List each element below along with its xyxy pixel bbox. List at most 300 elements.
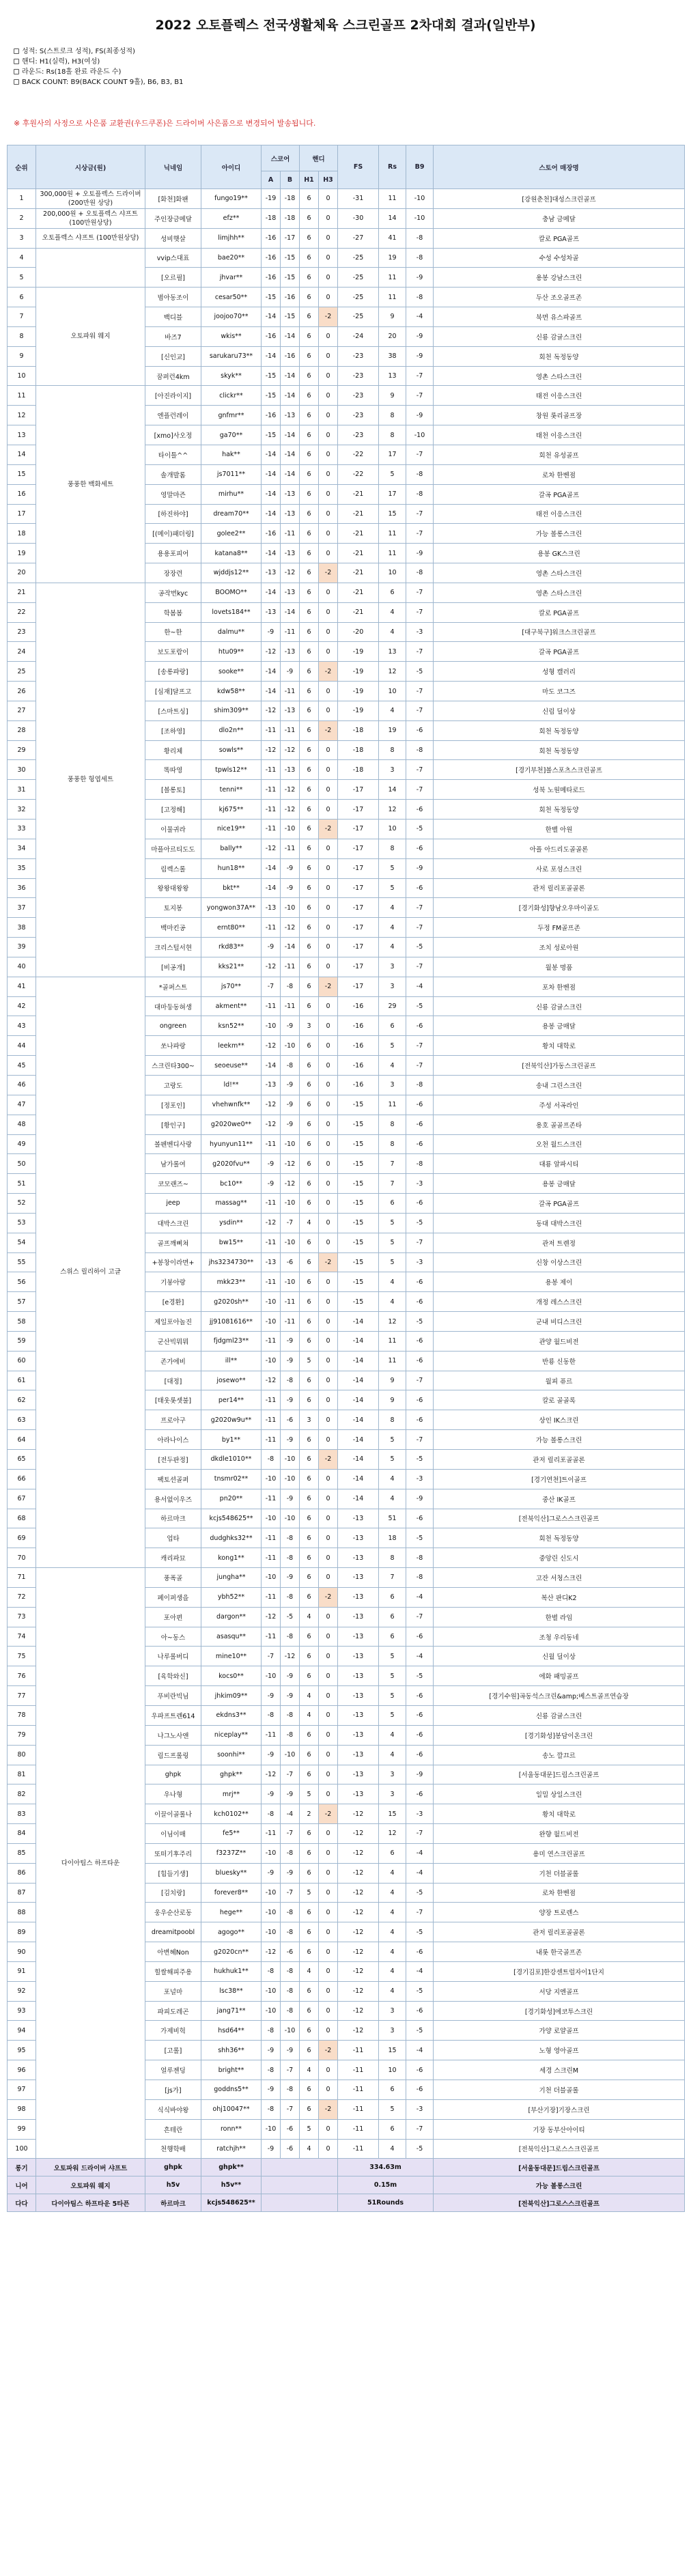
id-cell: kj675** <box>201 800 262 820</box>
store-cell: 조청 우리동네 <box>434 1627 685 1647</box>
h3-cell: 0 <box>319 957 338 977</box>
rank-cell: 81 <box>8 1765 36 1784</box>
rs-cell: 3 <box>379 1765 406 1784</box>
nick-cell: 쏘나파랑 <box>145 1036 201 1056</box>
rank-cell: 34 <box>8 839 36 858</box>
rank-cell: 20 <box>8 563 36 583</box>
a-cell: -9 <box>262 1686 281 1706</box>
nick-cell: 대마둥동혀생 <box>145 996 201 1016</box>
b9-cell: -7 <box>406 1036 434 1056</box>
note-line: 성적: S(스트로크 성적), FS(최종성적) <box>14 46 691 57</box>
h1-cell: 6 <box>300 1115 319 1134</box>
a-cell: -10 <box>262 1292 281 1312</box>
b-cell: -13 <box>281 583 300 602</box>
b-cell: -9 <box>281 1430 300 1450</box>
b-cell: -14 <box>281 602 300 622</box>
b-cell: -10 <box>281 1469 300 1489</box>
b-cell: -14 <box>281 464 300 484</box>
nick-cell: 바즈7 <box>145 326 201 346</box>
store-cell: 신룡 감귤스크린 <box>434 996 685 1016</box>
b9-cell: -6 <box>406 878 434 898</box>
h1-cell: 6 <box>300 288 319 307</box>
a-cell: -11 <box>262 1627 281 1647</box>
fs-cell: -12 <box>338 1903 379 1922</box>
a-cell: -11 <box>262 760 281 780</box>
id-cell: goddns5** <box>201 2080 262 2100</box>
nick-cell: 공작번kyc <box>145 583 201 602</box>
nick-cell: 아~동스 <box>145 1627 201 1647</box>
rank-cell: 5 <box>8 268 36 288</box>
rs-cell: 3 <box>379 1784 406 1804</box>
h1-cell: 6 <box>300 1154 319 1174</box>
id-cell: dudghks32** <box>201 1528 262 1548</box>
fs-cell: -21 <box>338 602 379 622</box>
rs-cell: 5 <box>379 1252 406 1272</box>
h1-cell: 6 <box>300 1056 319 1076</box>
h3-cell: 0 <box>319 1745 338 1765</box>
h3-cell: 0 <box>319 1568 338 1588</box>
store-cell: 완향 월드비전 <box>434 1824 685 1844</box>
rank-cell: 4 <box>8 248 36 268</box>
b-cell: -12 <box>281 918 300 938</box>
h1-cell: 6 <box>300 1863 319 1883</box>
h3-cell: 0 <box>319 288 338 307</box>
a-cell: -10 <box>262 2001 281 2021</box>
b9-cell: -6 <box>406 1194 434 1214</box>
fs-cell: -17 <box>338 957 379 977</box>
b9-cell: -7 <box>406 524 434 544</box>
b9-cell: -7 <box>406 1233 434 1252</box>
a-cell: -11 <box>262 1489 281 1509</box>
store-cell: [경기김포]한강센트럴자이1단지 <box>434 1961 685 1981</box>
rank-cell: 89 <box>8 1922 36 1942</box>
b-cell: -6 <box>281 1942 300 1962</box>
b9-cell: -4 <box>406 1587 434 1607</box>
store-cell: 조치 성로아원 <box>434 938 685 957</box>
b-cell: -8 <box>281 1843 300 1863</box>
store-cell: 용미 연스크린골프 <box>434 1843 685 1863</box>
b9-cell: -9 <box>406 268 434 288</box>
header-a: A <box>262 171 281 189</box>
h1-cell: 6 <box>300 800 319 820</box>
a-cell: -10 <box>262 1312 281 1332</box>
award-type-cell: 롱기 <box>8 2159 36 2176</box>
b9-cell: -7 <box>406 2119 434 2139</box>
award-row <box>8 2159 685 2176</box>
id-cell: josewo** <box>201 1371 262 1390</box>
id-cell: dlo2n** <box>201 720 262 740</box>
b-cell: -13 <box>281 484 300 504</box>
rank-cell: 11 <box>8 386 36 406</box>
id-cell: BOOMO** <box>201 583 262 602</box>
h3-cell: 0 <box>319 2139 338 2159</box>
id-cell: f3237Z** <box>201 1843 262 1863</box>
id-cell: bally** <box>201 839 262 858</box>
b9-cell: -7 <box>406 366 434 386</box>
a-cell: -10 <box>262 1016 281 1036</box>
a-cell: -9 <box>262 1174 281 1194</box>
b9-cell: -8 <box>406 484 434 504</box>
h1-cell: 6 <box>300 386 319 406</box>
b-cell: -11 <box>281 622 300 642</box>
fs-cell: -11 <box>338 2041 379 2060</box>
award-type-cell: 니어 <box>8 2176 36 2194</box>
id-cell: mirhu** <box>201 484 262 504</box>
rs-cell: 8 <box>379 839 406 858</box>
rank-cell: 63 <box>8 1410 36 1430</box>
nick-cell: [대정] <box>145 1371 201 1390</box>
rs-cell: 6 <box>379 2080 406 2100</box>
id-cell: nice19** <box>201 820 262 839</box>
b9-cell: -10 <box>406 208 434 228</box>
rank-cell: 31 <box>8 780 36 800</box>
b-cell: -6 <box>281 2139 300 2159</box>
id-cell: akment** <box>201 996 262 1016</box>
fs-cell: -12 <box>338 1804 379 1824</box>
nick-cell: 토지봉 <box>145 898 201 918</box>
rs-cell: 5 <box>379 878 406 898</box>
fs-cell: -11 <box>338 2099 379 2119</box>
b-cell: -9 <box>281 662 300 682</box>
id-cell: wkis** <box>201 326 262 346</box>
nick-cell: dreamitpoobl <box>145 1922 201 1942</box>
id-cell: js70** <box>201 977 262 996</box>
h1-cell: 6 <box>300 1194 319 1214</box>
b-cell: -8 <box>281 977 300 996</box>
b9-cell: -6 <box>406 1686 434 1706</box>
h1-cell: 6 <box>300 1568 319 1588</box>
rs-cell: 5 <box>379 1705 406 1725</box>
id-cell: massag** <box>201 1194 262 1214</box>
h3-cell: -2 <box>319 1587 338 1607</box>
b9-cell: -6 <box>406 839 434 858</box>
rank-cell: 33 <box>8 820 36 839</box>
a-cell: -12 <box>262 1115 281 1134</box>
h1-cell: 6 <box>300 1390 319 1410</box>
h3-cell: 0 <box>319 1922 338 1942</box>
b-cell: -12 <box>281 740 300 760</box>
a-cell: -11 <box>262 1430 281 1450</box>
rank-cell: 21 <box>8 583 36 602</box>
rank-cell: 41 <box>8 977 36 996</box>
h1-cell: 4 <box>300 1705 319 1725</box>
h3-cell: 0 <box>319 1942 338 1962</box>
h3-cell: 0 <box>319 2060 338 2080</box>
b9-cell: -6 <box>406 1725 434 1745</box>
fs-cell: -31 <box>338 189 379 209</box>
fs-cell: -30 <box>338 208 379 228</box>
b-cell: -6 <box>281 1252 300 1272</box>
b-cell: -11 <box>281 720 300 740</box>
a-cell: -12 <box>262 1213 281 1233</box>
id-cell: dalmu** <box>201 622 262 642</box>
rs-cell: 4 <box>379 1942 406 1962</box>
rs-cell: 5 <box>379 1036 406 1056</box>
nick-cell: [전두판정] <box>145 1450 201 1470</box>
store-cell: 신룡 감귤스크린 <box>434 1705 685 1725</box>
store-cell: 주성 서곡라인 <box>434 1095 685 1115</box>
h1-cell: 6 <box>300 445 319 464</box>
rs-cell: 18 <box>379 1528 406 1548</box>
id-cell: g2020w9u** <box>201 1410 262 1430</box>
rank-cell: 60 <box>8 1351 36 1371</box>
rs-cell: 6 <box>379 1843 406 1863</box>
store-cell: 갈곡 PGA골프 <box>434 484 685 504</box>
a-cell: -10 <box>262 1568 281 1588</box>
b9-cell: -6 <box>406 1331 434 1351</box>
store-cell: [전북익산]그로스스크린골프 <box>434 2194 685 2212</box>
h1-cell: 6 <box>300 248 319 268</box>
rs-cell: 6 <box>379 1627 406 1647</box>
h3-cell: 0 <box>319 2119 338 2139</box>
b9-cell: -6 <box>406 1784 434 1804</box>
b-cell: -17 <box>281 228 300 248</box>
header-b: B <box>281 171 300 189</box>
header-score: 스코어 <box>262 145 300 171</box>
a-cell: -10 <box>262 1843 281 1863</box>
fs-cell: -17 <box>338 878 379 898</box>
store-cell: [경기부천]볼스포츠스크린골프 <box>434 760 685 780</box>
store-cell: 회천 독정동양 <box>434 1528 685 1548</box>
id-cell: ronn** <box>201 2119 262 2139</box>
store-cell: 기천 더블골롤 <box>434 2080 685 2100</box>
h1-cell: 6 <box>300 346 319 366</box>
nick-cell: 하르마크 <box>145 1509 201 1528</box>
rank-cell: 23 <box>8 622 36 642</box>
b-cell: -9 <box>281 1784 300 1804</box>
store-cell: [부산기장]기장스크린 <box>434 2099 685 2119</box>
id-cell: jang71** <box>201 2001 262 2021</box>
store-cell: 회천 독정동양 <box>434 346 685 366</box>
rs-cell: 11 <box>379 544 406 563</box>
b-cell: -9 <box>281 1686 300 1706</box>
id-cell: hukhuk1** <box>201 1961 262 1981</box>
id-cell: ld!** <box>201 1075 262 1095</box>
rank-cell: 25 <box>8 662 36 682</box>
nick-cell: [xmo]사오정 <box>145 425 201 445</box>
b9-cell: -6 <box>406 1705 434 1725</box>
rs-cell: 13 <box>379 642 406 662</box>
rs-cell: 17 <box>379 445 406 464</box>
id-cell: bae20** <box>201 248 262 268</box>
h1-cell: 6 <box>300 1331 319 1351</box>
b9-cell: -4 <box>406 2041 434 2060</box>
fs-cell: -23 <box>338 386 379 406</box>
b9-cell: -6 <box>406 720 434 740</box>
h3-cell: 0 <box>319 1489 338 1509</box>
h3-cell: 0 <box>319 504 338 524</box>
nick-cell: 나그노사앤 <box>145 1725 201 1745</box>
rs-cell: 41 <box>379 228 406 248</box>
nick-cell: 캐리파묘 <box>145 1548 201 1568</box>
b9-cell: -3 <box>406 1174 434 1194</box>
store-cell: 성형 캘러리 <box>434 662 685 682</box>
a-cell: -11 <box>262 800 281 820</box>
rank-cell: 27 <box>8 701 36 720</box>
a-cell: -12 <box>262 642 281 662</box>
rank-cell: 97 <box>8 2080 36 2100</box>
b9-cell: -7 <box>406 682 434 701</box>
a-cell: -11 <box>262 1194 281 1214</box>
h3-cell: 0 <box>319 760 338 780</box>
blank-cell <box>262 2194 338 2212</box>
rs-cell: 4 <box>379 1725 406 1745</box>
b-cell: -11 <box>281 996 300 1016</box>
b-cell: -9 <box>281 2041 300 2060</box>
h1-cell: 4 <box>300 1686 319 1706</box>
b-cell: -8 <box>281 1981 300 2001</box>
h1-cell: 6 <box>300 1725 319 1745</box>
rank-cell: 28 <box>8 720 36 740</box>
id-cell: sarukaru73** <box>201 346 262 366</box>
b9-cell: -6 <box>406 1292 434 1312</box>
b-cell: -14 <box>281 386 300 406</box>
b9-cell: -9 <box>406 1765 434 1784</box>
store-cell: 노형 영아골프 <box>434 2041 685 2060</box>
page-title: 2022 오토플렉스 전국생활체육 스크린골프 2차대회 결과(일반부) <box>155 18 536 33</box>
rank-cell: 46 <box>8 1075 36 1095</box>
rank-cell: 86 <box>8 1863 36 1883</box>
store-cell: 용봉 금매달 <box>434 1016 685 1036</box>
b-cell: -12 <box>281 1174 300 1194</box>
b9-cell: -3 <box>406 622 434 642</box>
h3-cell: 0 <box>319 1725 338 1745</box>
a-cell: -14 <box>262 445 281 464</box>
nick-cell: 보도포람이 <box>145 642 201 662</box>
nick-cell: 용용포피어 <box>145 544 201 563</box>
h1-cell: 6 <box>300 366 319 386</box>
nick-cell: 또떠기후주리 <box>145 1843 201 1863</box>
rs-cell: 19 <box>379 720 406 740</box>
h3-cell: 0 <box>319 740 338 760</box>
b-cell: -9 <box>281 1666 300 1686</box>
fs-cell: -21 <box>338 524 379 544</box>
a-cell: -12 <box>262 839 281 858</box>
a-cell: -11 <box>262 820 281 839</box>
fs-cell: -14 <box>338 1489 379 1509</box>
store-cell: 군내 비디스크린 <box>434 1312 685 1332</box>
fs-cell: -24 <box>338 326 379 346</box>
h1-cell: 6 <box>300 1174 319 1194</box>
nick-cell: [조하영] <box>145 720 201 740</box>
h3-cell: 0 <box>319 583 338 602</box>
b-cell: -18 <box>281 189 300 209</box>
b9-cell: -6 <box>406 2001 434 2021</box>
nick-cell: 이물귀라 <box>145 820 201 839</box>
store-cell: 마도 코그즈 <box>434 682 685 701</box>
h3-cell: 0 <box>319 839 338 858</box>
fs-cell: -12 <box>338 2021 379 2041</box>
id-cell: tpwls12** <box>201 760 262 780</box>
header-id: 아이디 <box>201 145 262 189</box>
h1-cell: 6 <box>300 662 319 682</box>
h3-cell: 0 <box>319 1509 338 1528</box>
b-cell: -5 <box>281 1607 300 1627</box>
rank-cell: 53 <box>8 1213 36 1233</box>
rank-cell: 50 <box>8 1154 36 1174</box>
b-cell: -13 <box>281 701 300 720</box>
store-cell: 가능 볼롱스크린 <box>434 2176 685 2194</box>
fs-cell: -13 <box>338 1627 379 1647</box>
b9-cell: -5 <box>406 938 434 957</box>
nick-cell: 페이퍼생을 <box>145 1587 201 1607</box>
fs-cell: -12 <box>338 1961 379 1981</box>
b9-cell: -5 <box>406 996 434 1016</box>
award-value-cell: 0.15m <box>338 2176 434 2194</box>
b9-cell: -6 <box>406 1410 434 1430</box>
rank-cell: 8 <box>8 326 36 346</box>
id-cell: mrj** <box>201 1784 262 1804</box>
rank-cell: 78 <box>8 1705 36 1725</box>
a-cell: -16 <box>262 326 281 346</box>
id-cell: lsc38** <box>201 1981 262 2001</box>
award-prize-cell: 오토파워 드라이버 샤프트 <box>36 2159 145 2176</box>
h1-cell: 6 <box>300 2099 319 2119</box>
prize-cell: 오토파워 웨지 <box>36 288 145 386</box>
nick-cell: 제일포아놀진 <box>145 1312 201 1332</box>
h3-cell: 0 <box>319 1843 338 1863</box>
b-cell: -4 <box>281 1804 300 1824</box>
rank-cell: 24 <box>8 642 36 662</box>
id-cell: hak** <box>201 445 262 464</box>
h3-cell: 0 <box>319 622 338 642</box>
rs-cell: 6 <box>379 583 406 602</box>
fs-cell: -18 <box>338 760 379 780</box>
b9-cell: -6 <box>406 1095 434 1115</box>
id-cell: kch0102** <box>201 1804 262 1824</box>
b-cell: -10 <box>281 2021 300 2041</box>
rank-cell: 29 <box>8 740 36 760</box>
checkbox-icon <box>14 79 19 85</box>
nick-cell: [비공개] <box>145 957 201 977</box>
store-cell: 창원 롯리골프장 <box>434 406 685 425</box>
a-cell: -8 <box>262 2021 281 2041</box>
b9-cell: -6 <box>406 1942 434 1962</box>
id-cell: jhkim09** <box>201 1686 262 1706</box>
store-cell: 한벨 아원 <box>434 820 685 839</box>
store-cell: 송내 그린스크린 <box>434 1075 685 1095</box>
b-cell: -11 <box>281 1312 300 1332</box>
rank-cell: 39 <box>8 938 36 957</box>
fs-cell: -11 <box>338 2060 379 2080</box>
nick-cell: [김치랑] <box>145 1883 201 1903</box>
rs-cell: 3 <box>379 2001 406 2021</box>
rs-cell: 4 <box>379 2139 406 2159</box>
store-cell: 두산 조오골프존 <box>434 288 685 307</box>
fs-cell: -25 <box>338 248 379 268</box>
fs-cell: -21 <box>338 484 379 504</box>
table-row <box>8 228 685 248</box>
b9-cell: -7 <box>406 1056 434 1076</box>
nick-cell: [심재]달프고 <box>145 682 201 701</box>
h3-cell: 0 <box>319 1095 338 1115</box>
b-cell: -6 <box>281 1410 300 1430</box>
a-cell: -11 <box>262 1725 281 1745</box>
h1-cell: 4 <box>300 1961 319 1981</box>
id-cell: per14** <box>201 1390 262 1410</box>
award-row <box>8 2176 685 2194</box>
rank-cell: 1 <box>8 189 36 209</box>
h1-cell: 6 <box>300 1312 319 1332</box>
rs-cell: 4 <box>379 898 406 918</box>
rs-cell: 13 <box>379 366 406 386</box>
store-cell: 갈곡 PGA골프 <box>434 1194 685 1214</box>
rs-cell: 8 <box>379 1115 406 1134</box>
nick-cell: 업타 <box>145 1528 201 1548</box>
h1-cell: 6 <box>300 1528 319 1548</box>
store-cell: [전북익산]가동스크린골프 <box>434 1056 685 1076</box>
fs-cell: -14 <box>338 1390 379 1410</box>
